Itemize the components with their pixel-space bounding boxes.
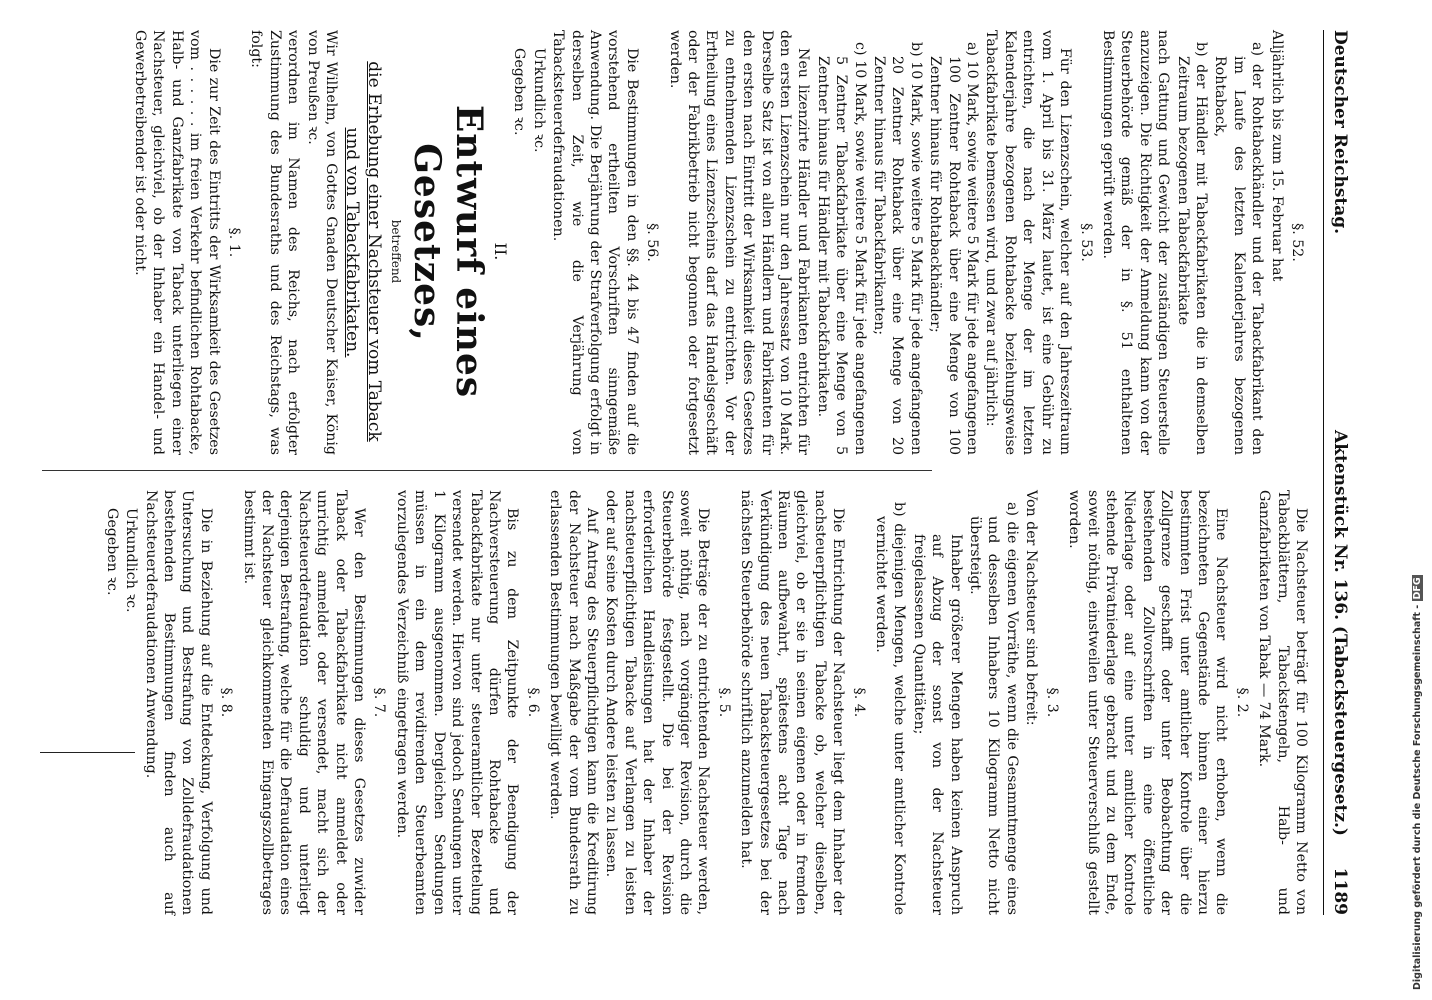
draft-subtitle: die Erhebung einer Nachsteuer vom Taback und von Tabackfabrikaten. bbox=[342, 61, 385, 442]
paragraph: Die Nachsteuer beträgt für 100 Kilogramm Netto von Tabackblättern, Tabackstengeln, Halb- und Ganzfabrikaten von Tabak — 74 Mark. bbox=[1256, 490, 1309, 915]
paragraph: c) 10 Mark, sowie weitere 5 Mark für jede angefangenen 5 Zentner Tabackfabrikate über eine Menge von 5 Zentner hinaus für Händler mit Tabackfabrikaten. bbox=[814, 42, 868, 455]
paragraph: nach Gattung und Gewicht der zuständigen Steuerstelle anzuzeigen. Die Richtigkeit der Anmeldung kann von der Steuerbehörde gemäß der in §. 51 enthaltenen Bestimmungen geprüft werden. bbox=[1099, 30, 1172, 455]
section-heading: §. 53. bbox=[1077, 223, 1094, 262]
signature-line: Gegeben ꝛc. bbox=[103, 508, 120, 596]
paragraph: b) 10 Mark, sowie weitere 5 Mark für jede angefangenen 20 Zentner Rohtaback über eine Menge von 20 Zentner hinaus für Tabackfabrikanten; bbox=[871, 42, 924, 455]
paragraph: a) die eigenen Vorräthe, wenn die Gesammtmenge eines und desselben Inhabers 10 Kilogramm Netto nicht übersteigt. bbox=[967, 502, 1020, 915]
paragraph: b) diejenigen Mengen, welche unter amtlicher Kontrole vernichtet werden. bbox=[873, 502, 908, 915]
page-number: 1189 bbox=[1330, 867, 1350, 915]
end-rule bbox=[40, 752, 135, 753]
page-header bbox=[1323, 30, 1352, 915]
signature-line: Urkundlich ꝛc. bbox=[530, 48, 547, 153]
column-divider bbox=[42, 470, 932, 471]
paragraph: Wer den Bestimmungen dieses Gesetzes zuwider Taback oder Tabackfabrikate nicht anmeldet oder unrichtig anmeldet oder versendet, macht sich der Nachsteuerdefraudation schuldig und unterliegt derjenigen Bestrafung, welche für die Defraudation eines der Nachsteuer gleichkommenden Eingangszollbetrages bestimmt ist. bbox=[240, 490, 368, 915]
signature-line: Gegeben ꝛc. bbox=[511, 48, 528, 136]
paragraph: Wir Wilhelm, von Gottes Gnaden Deutscher Kaiser, König von Preußen ꝛc. bbox=[304, 30, 340, 455]
paragraph: b) der Händler mit Tabackfabrikaten die in demselben Zeitraum bezogenen Tabackfabrikate bbox=[1174, 42, 1209, 455]
paragraph: Alljährlich bis zum 15. Februar hat bbox=[1268, 30, 1285, 282]
paragraph: verordnen im Namen des Reichs, nach erfolgter Zustimmung des Bundesraths und des Reichstags, was folgt: bbox=[248, 30, 302, 455]
section-heading: §. 3. bbox=[1043, 687, 1060, 718]
paragraph: Inhaber größerer Mengen haben keinen Anspruch auf Abzug der sonst von der Nachsteuer freigelassenen Quantitäten; bbox=[910, 534, 964, 915]
paragraph: Die Bestimmungen in den §§. 44 bis 47 finden auf die vorstehend ertheilten Vorschriften sinngemäße Anwendung. Die Berjährung der Strafverfolgung erfolgt in derselben Zeit, wie die Verjährung von Tabacksteuerdefraudationen. bbox=[550, 30, 640, 455]
paragraph: Neu lizenzirte Händler und Fabrikanten entrichten für den ersten Lizenzschein nur den Jahressatz von 10 Mark. Derselbe Satz ist von allen Händlern und Fabrikanten für den ersten nach Eintritt der Wirksamkeit dieses Gesetzes zu entnehmenden Lizenzschein zu entrichten. Vor der Ertheilung eines Lizenzscheins darf das Handelsgeschäft oder der Fabrikbetrieb nicht begonnen oder fortgesetzt werden. bbox=[666, 30, 812, 455]
part-number: II. bbox=[490, 242, 510, 261]
paragraph: Auf Antrag des Steuerpflichtigen kann die Kreditirung der Nachsteuer nach Maßgabe der vom Bundesrath zu erlassenden Bestimmungen bewilligt werden. bbox=[547, 490, 600, 915]
dfg-stamp bbox=[1412, 300, 1428, 990]
section-heading: §. 5. bbox=[715, 687, 732, 718]
paragraph: Eine Nachsteuer wird nicht erhoben, wenn die bezeichneten Gegenstände binnen einer hierzu bestimmten Frist unter amtlicher Kontrole über die Zollgrenze geschafft oder unter Beobachtung der bestehenden Zollvorschriften in eine öffentliche Niederlage oder auf eine unter amtlicher Kontrole stehende Privatniederlage gebracht und zu dem Ende, soweit nöthig, einstweilen unter Steuerverschluß gestellt worden. bbox=[1066, 490, 1230, 915]
paragraph: Für den Lizenzschein, welcher auf den Jahreszeitraum vom 1. April bis 31. März lautet, ist eine Gebühr zu entrichten, die nach der Menge der im letzten Kalenderjahre bezogenen Rohtabacke beziehungsweise Tabackfabrikate bemessen wird, und zwar auf jährlich: bbox=[983, 30, 1074, 455]
dfg-badge: DFG bbox=[1412, 577, 1423, 600]
header-left: Deutscher Reichstag. bbox=[1330, 30, 1350, 235]
section-heading: §. 8. bbox=[218, 687, 235, 718]
section-heading: §. 1. bbox=[226, 227, 243, 258]
section-heading: §. 56. bbox=[644, 223, 661, 262]
paragraph: Die Beträge der zu entrichtenden Nachsteuer werden, soweit nöthig, nach vorgängiger Revision, durch die Steuerbehörde festgestellt. Die bei der Revision erforderlichen Handleistungen hat der Inhaber der nachsteuerpflichtigen Tabacke auf Verlangen zu leisten oder auf seine Kosten durch Andere leisten zu lassen. bbox=[603, 490, 712, 915]
section-heading: §. 4. bbox=[850, 687, 867, 718]
paragraph: a) 10 Mark, sowie weitere 5 Mark für jede angefangenen 100 Zentner Rohtaback über eine Menge von 100 Zentner hinaus für Rohtabackhändler; bbox=[927, 42, 981, 455]
stamp-line: Digitalisierung gefördert durch die Deutsche Forschungsgemeinschaft - bbox=[1412, 604, 1423, 990]
signature-line: Urkundlich ꝛc. bbox=[123, 508, 140, 613]
right-column bbox=[101, 490, 1310, 915]
paragraph: a) der Rohtabackhändler und der Tabackfabrikant den im Laufe des letzten Kalenderjahres bezogenen Rohtaback, bbox=[1212, 42, 1266, 455]
section-heading: §. 52. bbox=[1289, 223, 1305, 262]
section-heading: §. 7. bbox=[371, 687, 388, 718]
draft-title: Entwurf eines Gesetzes, bbox=[405, 104, 490, 399]
section-heading: §. 6. bbox=[524, 687, 541, 718]
paragraph: Die zur Zeit des Eintritts der Wirksamkeit des Gesetzes vom . . . . . . im freien Verkehr befindlichen Rohtabacke, Halb- und Ganzfabrikate von Taback unterliegen einer Nachsteuer, gleichviel, ob der Inhaber ein Handel- und Gewerbetreibender ist oder nicht. bbox=[132, 30, 222, 455]
paragraph: Von der Nachsteuer sind befreit: bbox=[1023, 490, 1040, 726]
paragraph: Die Entrichtung der Nachsteuer liegt dem Inhaber der nachsteuerpflichtigen Tabacke ob, welcher dieselben, gleichviel, ob er sie in seinen eigenen oder in fremden Räumen aufbewahrt, spätestens acht Tage nach Verkündigung des neuen Tabacksteuergesetzes bei der nächsten Steuerbehörde schriftlich anzumelden hat. bbox=[738, 490, 847, 915]
dfg-stamp-text bbox=[1412, 300, 1428, 990]
paragraph: Die in Beziehung auf die Entdeckung, Verfolgung und Untersuchung und Bestrafung von Zolldefraudationen bestehenden Bestimmungen finden auch auf Nachsteuerdefraudationen Anwendung. bbox=[142, 490, 214, 915]
title-connector: betreffend bbox=[388, 219, 403, 284]
header-center: Aktenstück Nr. 136. (Tabacksteuergesetz.) bbox=[1330, 430, 1350, 836]
paragraph: Bis zu dem Zeitpunkte der Beendigung der Nachversteuerung dürfen Rohtabacke und Tabackfabrikate nur unter steueramtlicher Bezettelung versendet werden. Hiervon sind jedoch Sendungen unter 1 Kilogramm ausgenommen. Dergleichen Sendungen müssen in ein dem revidirenden Steuerbeamten vorzulegendes Verzeichniß eingetragen werden. bbox=[393, 490, 521, 915]
section-heading: §. 2. bbox=[1233, 687, 1250, 718]
left-column bbox=[130, 30, 1310, 455]
